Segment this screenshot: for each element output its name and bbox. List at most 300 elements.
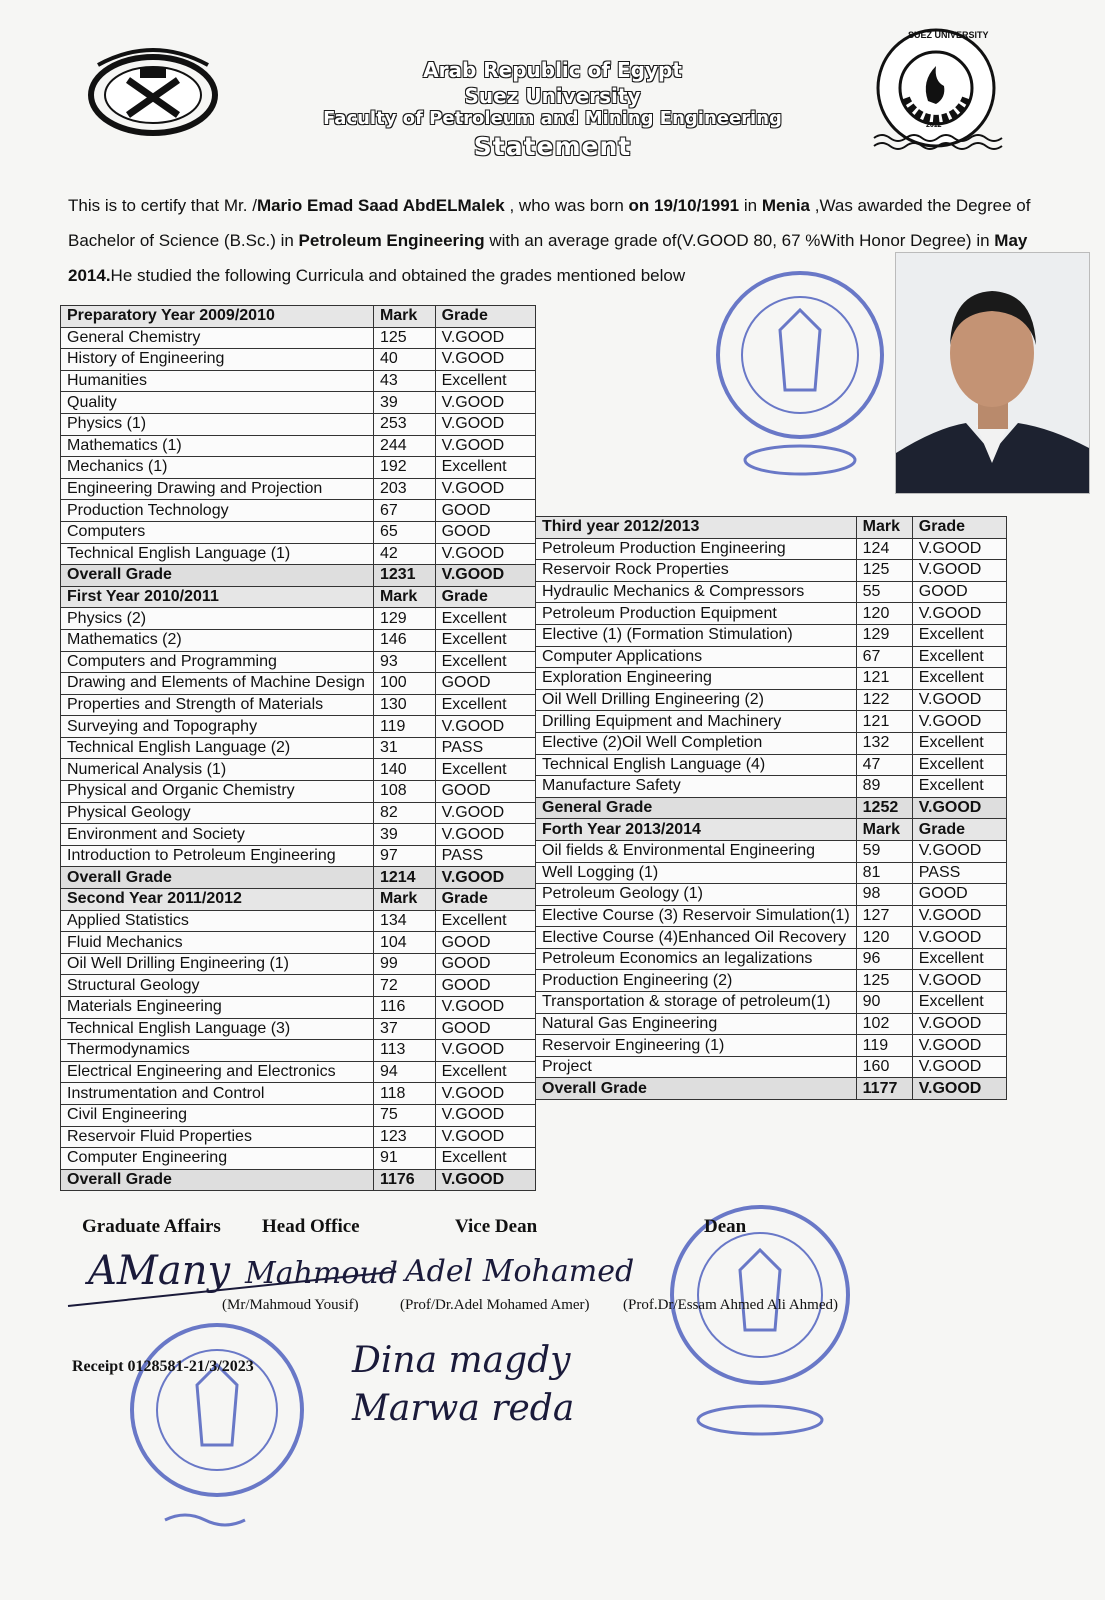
overall-grade-row: [61, 1169, 536, 1191]
grade-cell: GOOD: [435, 1018, 535, 1040]
course-name-cell: Oil Well Drilling Engineering (2): [536, 689, 857, 711]
course-name-cell: Elective (1) (Formation Stimulation): [536, 624, 857, 646]
grade-cell: Excellent: [435, 1148, 535, 1170]
grade-cell: GOOD: [435, 975, 535, 997]
mark-cell: 125: [373, 327, 435, 349]
grade-cell: PASS: [912, 862, 1006, 884]
mark-cell: 67: [373, 500, 435, 522]
mark-cell: 59: [856, 840, 912, 862]
course-name-cell: Properties and Strength of Materials: [61, 694, 374, 716]
grade-cell: PASS: [435, 737, 535, 759]
mark-cell: 100: [373, 673, 435, 695]
course-name-cell: Mathematics (1): [61, 435, 374, 457]
intro-text: He studied the following Curricula and obtained the grades mentioned below: [110, 266, 686, 285]
mark-cell: 67: [856, 646, 912, 668]
mark-cell: 89: [856, 776, 912, 798]
grade-cell: V.GOOD: [435, 565, 535, 587]
mark-cell: 40: [373, 349, 435, 371]
university-seal-stamp: [710, 250, 890, 480]
grade-cell: V.GOOD: [435, 802, 535, 824]
mark-cell: 31: [373, 737, 435, 759]
grade-cell: Grade: [435, 306, 535, 328]
mark-cell: 253: [373, 413, 435, 435]
grade-cell: V.GOOD: [912, 560, 1006, 582]
mark-cell: 75: [373, 1104, 435, 1126]
mark-cell: 120: [856, 927, 912, 949]
grade-cell: V.GOOD: [912, 1035, 1006, 1057]
table-row: [536, 560, 1007, 582]
table-row: [536, 905, 1007, 927]
course-name-cell: Petroleum Geology (1): [536, 884, 857, 906]
table-row: [61, 1061, 536, 1083]
course-name-cell: Manufacture Safety: [536, 776, 857, 798]
table-row: [536, 948, 1007, 970]
university-heading: Suez University: [464, 84, 641, 108]
grade-cell: V.GOOD: [912, 1056, 1006, 1078]
vice-dean-label: Vice Dean: [455, 1216, 538, 1237]
grade-cell: V.GOOD: [435, 716, 535, 738]
course-name-cell: Electrical Engineering and Electronics: [61, 1061, 374, 1083]
signature-head-office: Mahmoud: [245, 1256, 398, 1291]
grade-cell: V.GOOD: [435, 1040, 535, 1062]
table-header-row: [536, 819, 1007, 841]
table-row: [536, 970, 1007, 992]
table-row: [61, 435, 536, 457]
mark-cell: 124: [856, 538, 912, 560]
intro-text: ,Was awarded the Degree of Bachelor of Science (B.Sc.) in: [68, 196, 1031, 250]
mark-cell: 82: [373, 802, 435, 824]
table-row: [61, 500, 536, 522]
mark-cell: 121: [856, 711, 912, 733]
handwritten-note-1: Dina magdy: [352, 1340, 571, 1381]
mark-cell: 37: [373, 1018, 435, 1040]
grade-cell: V.GOOD: [435, 1169, 535, 1191]
table-row: [536, 1035, 1007, 1057]
table-row: [61, 997, 536, 1019]
grade-cell: V.GOOD: [435, 1126, 535, 1148]
table-row: [536, 840, 1007, 862]
course-name-cell: Numerical Analysis (1): [61, 759, 374, 781]
grade-cell: V.GOOD: [435, 349, 535, 371]
mark-cell: 119: [373, 716, 435, 738]
table-row: [61, 327, 536, 349]
course-name-cell: Well Logging (1): [536, 862, 857, 884]
statement-title: Statement: [473, 132, 632, 161]
mark-cell: 97: [373, 845, 435, 867]
mark-cell: 99: [373, 953, 435, 975]
course-name-cell: Humanities: [61, 370, 374, 392]
mark-cell: 91: [373, 1148, 435, 1170]
mark-cell: 125: [856, 970, 912, 992]
grade-cell: V.GOOD: [435, 1083, 535, 1105]
overall-grade-row: [61, 565, 536, 587]
course-name-cell: Computer Engineering: [61, 1148, 374, 1170]
dean-label: Dean: [704, 1216, 747, 1237]
table-row: [61, 694, 536, 716]
course-name-cell: Overall Grade: [61, 565, 374, 587]
grade-cell: Excellent: [435, 759, 535, 781]
mark-cell: 108: [373, 781, 435, 803]
grade-cell: Grade: [912, 819, 1006, 841]
table-row: [61, 521, 536, 543]
mark-cell: Mark: [373, 306, 435, 328]
mark-cell: 125: [856, 560, 912, 582]
mark-cell: 146: [373, 629, 435, 651]
course-name-cell: Forth Year 2013/2014: [536, 819, 857, 841]
grade-cell: V.GOOD: [435, 824, 535, 846]
mark-cell: 120: [856, 603, 912, 625]
grade-cell: Excellent: [435, 370, 535, 392]
dean-seal-stamp: [660, 1200, 860, 1450]
course-name-cell: Exploration Engineering: [536, 668, 857, 690]
grade-cell: Excellent: [435, 651, 535, 673]
course-name-cell: Computer Applications: [536, 646, 857, 668]
table-row: [536, 884, 1007, 906]
grade-cell: V.GOOD: [435, 1104, 535, 1126]
course-name-cell: Petroleum Economics an legalizations: [536, 948, 857, 970]
table-row: [61, 608, 536, 630]
course-name-cell: Physical and Organic Chemistry: [61, 781, 374, 803]
grade-cell: Excellent: [912, 754, 1006, 776]
mark-cell: 43: [373, 370, 435, 392]
signatory-name-dean: (Prof.Dr/Essam Ahmed Ali Ahmed): [623, 1297, 838, 1313]
grade-cell: Excellent: [435, 629, 535, 651]
head-office-label: Head Office: [262, 1216, 360, 1237]
grade-cell: V.GOOD: [435, 543, 535, 565]
grade-cell: GOOD: [435, 673, 535, 695]
table-row: [61, 543, 536, 565]
mark-cell: 132: [856, 732, 912, 754]
course-name-cell: General Grade: [536, 797, 857, 819]
course-name-cell: Elective (2)Oil Well Completion: [536, 732, 857, 754]
grade-cell: V.GOOD: [912, 711, 1006, 733]
course-name-cell: Structural Geology: [61, 975, 374, 997]
table-row: [536, 732, 1007, 754]
grade-cell: V.GOOD: [912, 603, 1006, 625]
grade-cell: V.GOOD: [435, 997, 535, 1019]
country-heading: Arab Republic of Egypt: [423, 58, 682, 82]
grades-table-left: [60, 305, 536, 1191]
course-name-cell: Petroleum Production Equipment: [536, 603, 857, 625]
mark-cell: 1214: [373, 867, 435, 889]
overall-grade-row: [61, 867, 536, 889]
mark-cell: 93: [373, 651, 435, 673]
mark-cell: Mark: [373, 586, 435, 608]
table-header-row: [61, 889, 536, 911]
table-row: [536, 624, 1007, 646]
course-name-cell: Computers and Programming: [61, 651, 374, 673]
grade-cell: V.GOOD: [435, 327, 535, 349]
course-name-cell: History of Engineering: [61, 349, 374, 371]
course-name-cell: Physics (1): [61, 413, 374, 435]
mark-cell: 129: [856, 624, 912, 646]
grade-cell: V.GOOD: [912, 840, 1006, 862]
grade-cell: GOOD: [435, 781, 535, 803]
table-row: [61, 1040, 536, 1062]
mark-cell: 42: [373, 543, 435, 565]
mark-cell: 90: [856, 992, 912, 1014]
course-name-cell: Overall Grade: [536, 1078, 857, 1100]
mark-cell: 192: [373, 457, 435, 479]
grade-cell: Excellent: [435, 608, 535, 630]
mark-cell: 96: [856, 948, 912, 970]
grade-cell: GOOD: [435, 500, 535, 522]
course-name-cell: Natural Gas Engineering: [536, 1013, 857, 1035]
course-name-cell: Physical Geology: [61, 802, 374, 824]
course-name-cell: Surveying and Topography: [61, 716, 374, 738]
mark-cell: 94: [373, 1061, 435, 1083]
course-name-cell: Transportation & storage of petroleum(1): [536, 992, 857, 1014]
intro-text: This is to certify that Mr. /: [68, 196, 257, 215]
course-name-cell: Drilling Equipment and Machinery: [536, 711, 857, 733]
table-row: [61, 673, 536, 695]
grade-cell: V.GOOD: [912, 1078, 1006, 1100]
grade-cell: GOOD: [912, 884, 1006, 906]
birth-date: on 19/10/1991: [628, 196, 740, 215]
mark-cell: 1177: [856, 1078, 912, 1100]
table-row: [61, 759, 536, 781]
course-name-cell: General Chemistry: [61, 327, 374, 349]
receipt-number: Receipt 0128581-21/3/2023: [72, 1358, 254, 1375]
table-row: [61, 413, 536, 435]
grade-cell: Grade: [435, 586, 535, 608]
intro-text: with an average grade of(V.GOOD 80, 67 %With Honor Degree) in: [484, 231, 995, 250]
table-row: [536, 1013, 1007, 1035]
table-header-row: [536, 517, 1007, 539]
course-name-cell: Instrumentation and Control: [61, 1083, 374, 1105]
mark-cell: 81: [856, 862, 912, 884]
course-name-cell: Technical English Language (4): [536, 754, 857, 776]
mark-cell: 127: [856, 905, 912, 927]
faculty-heading: Faculty of Petroleum and Mining Engineering: [323, 108, 782, 129]
grade-cell: PASS: [435, 845, 535, 867]
grade-cell: V.GOOD: [435, 435, 535, 457]
course-name-cell: Reservoir Engineering (1): [536, 1035, 857, 1057]
course-name-cell: Oil Well Drilling Engineering (1): [61, 953, 374, 975]
table-row: [536, 538, 1007, 560]
course-name-cell: Physics (2): [61, 608, 374, 630]
table-row: [61, 457, 536, 479]
mark-cell: 39: [373, 392, 435, 414]
grade-cell: Excellent: [912, 948, 1006, 970]
table-row: [61, 737, 536, 759]
suez-logo-year: 2012: [926, 122, 942, 129]
degree-major: Petroleum Engineering: [298, 231, 485, 250]
grade-cell: Excellent: [912, 624, 1006, 646]
table-row: [61, 651, 536, 673]
intro-text: , who was born: [504, 196, 629, 215]
grade-cell: Excellent: [912, 668, 1006, 690]
overall-grade-row: [536, 797, 1007, 819]
table-row: [536, 862, 1007, 884]
course-name-cell: Overall Grade: [61, 1169, 374, 1191]
grade-cell: V.GOOD: [912, 797, 1006, 819]
table-row: [61, 370, 536, 392]
grade-cell: Excellent: [912, 776, 1006, 798]
signature-graduate-affairs: AMany: [88, 1248, 231, 1294]
table-row: [536, 776, 1007, 798]
table-row: [61, 932, 536, 954]
table-row: [61, 629, 536, 651]
receipt-seal-stamp: [125, 1315, 315, 1545]
table-row: [536, 927, 1007, 949]
course-name-cell: Environment and Society: [61, 824, 374, 846]
table-row: [536, 646, 1007, 668]
handwritten-note-2: Marwa reda: [352, 1388, 575, 1429]
grade-cell: V.GOOD: [912, 689, 1006, 711]
mark-cell: 203: [373, 478, 435, 500]
grade-cell: V.GOOD: [435, 478, 535, 500]
table-row: [61, 1148, 536, 1170]
course-name-cell: Project: [536, 1056, 857, 1078]
student-name: Mario Emad Saad AbdELMalek: [256, 196, 505, 215]
mark-cell: Mark: [856, 819, 912, 841]
table-row: [536, 1056, 1007, 1078]
table-row: [61, 910, 536, 932]
mark-cell: 118: [373, 1083, 435, 1105]
mark-cell: 140: [373, 759, 435, 781]
table-row: [61, 716, 536, 738]
grade-cell: GOOD: [912, 581, 1006, 603]
course-name-cell: First Year 2010/2011: [61, 586, 374, 608]
grade-cell: Excellent: [435, 694, 535, 716]
student-photo: [895, 252, 1090, 494]
course-name-cell: Second Year 2011/2012: [61, 889, 374, 911]
mark-cell: 130: [373, 694, 435, 716]
table-row: [61, 824, 536, 846]
grades-table-right: [535, 516, 1007, 1100]
graduate-affairs-label: Graduate Affairs: [82, 1216, 221, 1237]
grade-cell: V.GOOD: [435, 867, 535, 889]
table-header-row: [61, 306, 536, 328]
suez-logo-text: SUEZ UNIVERSITY: [908, 30, 989, 40]
table-row: [536, 668, 1007, 690]
table-row: [61, 1018, 536, 1040]
mark-cell: 160: [856, 1056, 912, 1078]
table-row: [536, 992, 1007, 1014]
mark-cell: 121: [856, 668, 912, 690]
grade-cell: Excellent: [912, 646, 1006, 668]
mark-cell: 47: [856, 754, 912, 776]
mark-cell: 65: [373, 521, 435, 543]
course-name-cell: Petroleum Production Engineering: [536, 538, 857, 560]
graduation-date: May 2014.: [68, 231, 1028, 285]
mark-cell: 244: [373, 435, 435, 457]
table-row: [536, 603, 1007, 625]
mark-cell: 39: [373, 824, 435, 846]
table-row: [61, 392, 536, 414]
mark-cell: 1231: [373, 565, 435, 587]
course-name-cell: Thermodynamics: [61, 1040, 374, 1062]
grade-cell: Excellent: [435, 910, 535, 932]
mark-cell: 55: [856, 581, 912, 603]
grade-cell: Excellent: [435, 457, 535, 479]
course-name-cell: Applied Statistics: [61, 910, 374, 932]
course-name-cell: Oil fields & Environmental Engineering: [536, 840, 857, 862]
table-row: [61, 1083, 536, 1105]
table-row: [61, 953, 536, 975]
table-header-row: [61, 586, 536, 608]
signatory-name-vice-dean: (Prof/Dr.Adel Mohamed Amer): [400, 1297, 590, 1313]
grade-cell: Excellent: [912, 732, 1006, 754]
grades-table-right-body: [536, 517, 1007, 1100]
course-name-cell: Elective Course (4)Enhanced Oil Recovery: [536, 927, 857, 949]
table-row: [61, 349, 536, 371]
grade-cell: V.GOOD: [912, 970, 1006, 992]
grade-cell: V.GOOD: [435, 413, 535, 435]
course-name-cell: Mechanics (1): [61, 457, 374, 479]
course-name-cell: Technical English Language (2): [61, 737, 374, 759]
mark-cell: 116: [373, 997, 435, 1019]
mark-cell: 98: [856, 884, 912, 906]
course-name-cell: Introduction to Petroleum Engineering: [61, 845, 374, 867]
grade-cell: Grade: [435, 889, 535, 911]
grade-cell: GOOD: [435, 932, 535, 954]
course-name-cell: Elective Course (3) Reservoir Simulation(1): [536, 905, 857, 927]
course-name-cell: Third year 2012/2013: [536, 517, 857, 539]
course-name-cell: Technical English Language (3): [61, 1018, 374, 1040]
mark-cell: 113: [373, 1040, 435, 1062]
overall-grade-row: [536, 1078, 1007, 1100]
grade-cell: V.GOOD: [435, 392, 535, 414]
course-name-cell: Reservoir Fluid Properties: [61, 1126, 374, 1148]
course-name-cell: Computers: [61, 521, 374, 543]
table-row: [61, 845, 536, 867]
grade-cell: V.GOOD: [912, 905, 1006, 927]
grade-cell: V.GOOD: [912, 538, 1006, 560]
signatory-name-head-office: (Mr/Mahmoud Yousif): [222, 1297, 359, 1313]
course-name-cell: Production Technology: [61, 500, 374, 522]
course-name-cell: Preparatory Year 2009/2010: [61, 306, 374, 328]
table-row: [536, 689, 1007, 711]
course-name-cell: Production Engineering (2): [536, 970, 857, 992]
table-row: [536, 711, 1007, 733]
table-row: [61, 1126, 536, 1148]
mark-cell: 1176: [373, 1169, 435, 1191]
course-name-cell: Overall Grade: [61, 867, 374, 889]
mark-cell: 122: [856, 689, 912, 711]
course-name-cell: Mathematics (2): [61, 629, 374, 651]
mark-cell: 123: [373, 1126, 435, 1148]
course-name-cell: Fluid Mechanics: [61, 932, 374, 954]
mark-cell: Mark: [373, 889, 435, 911]
table-row: [61, 781, 536, 803]
mark-cell: Mark: [856, 517, 912, 539]
grade-cell: Excellent: [435, 1061, 535, 1083]
mark-cell: 72: [373, 975, 435, 997]
course-name-cell: Hydraulic Mechanics & Compressors: [536, 581, 857, 603]
table-row: [536, 581, 1007, 603]
grade-cell: Excellent: [912, 992, 1006, 1014]
signature-vice-dean: Adel Mohamed: [405, 1254, 635, 1289]
mark-cell: 119: [856, 1035, 912, 1057]
mark-cell: 102: [856, 1013, 912, 1035]
grade-cell: V.GOOD: [912, 1013, 1006, 1035]
course-name-cell: Engineering Drawing and Projection: [61, 478, 374, 500]
table-row: [61, 975, 536, 997]
grade-cell: V.GOOD: [912, 927, 1006, 949]
mark-cell: 134: [373, 910, 435, 932]
intro-text: in: [739, 196, 762, 215]
birth-city: Menia: [761, 196, 810, 215]
course-name-cell: Materials Engineering: [61, 997, 374, 1019]
course-name-cell: Reservoir Rock Properties: [536, 560, 857, 582]
mark-cell: 104: [373, 932, 435, 954]
mark-cell: 1252: [856, 797, 912, 819]
grade-cell: GOOD: [435, 521, 535, 543]
grade-cell: Grade: [912, 517, 1006, 539]
course-name-cell: Civil Engineering: [61, 1104, 374, 1126]
